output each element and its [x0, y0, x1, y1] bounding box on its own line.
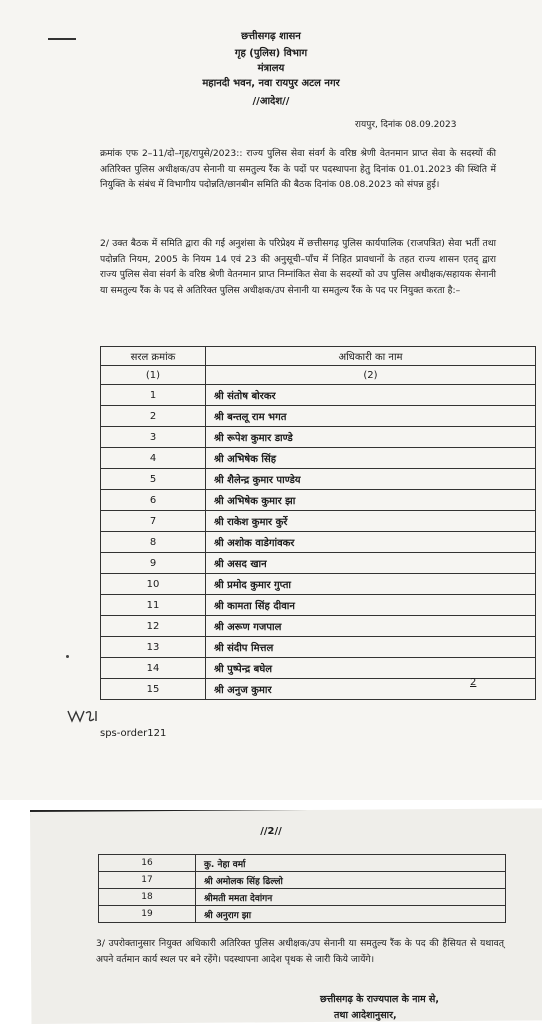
officer-name: श्रीमती ममता देवांगन: [196, 889, 506, 906]
officer-name: श्री कामता सिंह दीवान: [206, 595, 536, 616]
initials-signature: [66, 705, 100, 727]
serial-number: 6: [101, 490, 206, 511]
closing-governor: छत्तीसगढ़ के राज्यपाल के नाम से,: [320, 994, 439, 1005]
serial-number: 8: [101, 532, 206, 553]
header-officer-name: अधिकारी का नाम: [206, 347, 536, 366]
closing-order: तथा आदेशानुसार,: [334, 1010, 397, 1021]
table-row: [101, 385, 536, 406]
serial-number: 2: [101, 406, 206, 427]
serial-number: 17: [99, 872, 196, 889]
table-row: [101, 553, 536, 574]
table-row: [99, 872, 506, 889]
table-row: [99, 906, 506, 923]
reference-code: sps-order121: [100, 728, 167, 739]
serial-number: 16: [99, 855, 196, 872]
serial-number: 14: [101, 658, 206, 679]
officer-name: श्री अमोलक सिंह ढिल्लो: [196, 872, 506, 889]
subheader-officer-name: (2): [206, 366, 536, 385]
officer-name: श्री रूपेश कुमार डाण्डे: [206, 427, 536, 448]
header-ministry: मंत्रालय: [257, 63, 285, 74]
header-govt: छत्तीसगढ़ शासन: [241, 31, 301, 42]
header-order: //आदेश//: [252, 96, 290, 107]
table-row: [99, 855, 506, 872]
serial-number: 7: [101, 511, 206, 532]
header-department: गृह (पुलिस) विभाग: [234, 48, 308, 59]
officer-name: कु. नेहा वर्मा: [196, 855, 506, 872]
officer-name: श्री संतोष बोरकर: [206, 385, 536, 406]
subheader-serial: (1): [101, 366, 206, 385]
paragraph-1: क्रमांक एफ 2–11/दो–गृह/रापुसे/2023:: राज्य पुलिस सेवा संवर्ग के वरिष्ठ श्रेणी वेतनमान प्राप्त सेवा के सदस्यों की अतिरिक्त पुलिस अधीक्षक/उप सेनानी या समतुल्य रैंक के पदों पर पदस्थापना हेतु दिनांक 01.01.2023 की स्थिति में नियुक्ति के संबंध में विभागीय पदोन्नति/छानबीन समिति की बैठक दिनांक 08.08.2023 को संपन्न हुई।: [100, 148, 496, 190]
margin-mark: [66, 655, 69, 658]
paragraph-3: 3/ उपरोक्तानुसार नियुक्त अधिकारी अतिरिक्त पुलिस अधीक्षक/उप सेनानी या समतुल्य रैंक के पद की हैसियत से यथावत् अपने वर्तमान कार्य स्थल पर बने रहेंगे। पदस्थापना आदेश पृथक से जारी किये जायेंगे।: [96, 938, 504, 965]
serial-number: 5: [101, 469, 206, 490]
table-row: [101, 427, 536, 448]
officer-name: श्री असद खान: [206, 553, 536, 574]
header-serial: सरल क्रमांक: [101, 347, 206, 366]
table-row: [101, 511, 536, 532]
officer-name: श्री प्रमोद कुमार गुप्ता: [206, 574, 536, 595]
serial-number: 13: [101, 637, 206, 658]
officer-name: श्री पुष्पेन्द्र बघेल: [206, 658, 536, 679]
table-row: [101, 637, 536, 658]
officer-name: श्री अभिषेक कुमार झा: [206, 490, 536, 511]
continue-page-number: 2: [470, 677, 477, 688]
serial-number: 10: [101, 574, 206, 595]
officers-table: [100, 346, 536, 700]
officer-name: श्री बन्तलू राम भगत: [206, 406, 536, 427]
date-line: रायपुर, दिनांक 08.09.2023: [355, 120, 457, 130]
serial-number: 11: [101, 595, 206, 616]
table-row: [101, 490, 536, 511]
officer-name: श्री शैलेन्द्र कुमार पाण्डेय: [206, 469, 536, 490]
officer-name: श्री अरूण गजपाल: [206, 616, 536, 637]
table-row: [101, 448, 536, 469]
table-row: [101, 532, 536, 553]
serial-number: 18: [99, 889, 196, 906]
serial-number: 19: [99, 906, 196, 923]
table-row: [101, 469, 536, 490]
officer-name: श्री राकेश कुमार कुर्रे: [206, 511, 536, 532]
officer-name: श्री अभिषेक सिंह: [206, 448, 536, 469]
serial-number: 15: [101, 679, 206, 700]
officer-name: श्री संदीप मित्तल: [206, 637, 536, 658]
officer-name: श्री अनुज कुमार: [206, 679, 536, 700]
serial-number: 12: [101, 616, 206, 637]
table-row: [101, 406, 536, 427]
table-row: [99, 889, 506, 906]
header-address: महानदी भवन, नवा रायपुर अटल नगर: [202, 78, 340, 89]
serial-number: 4: [101, 448, 206, 469]
officer-name: श्री अनुराग झा: [196, 906, 506, 923]
serial-number: 3: [101, 427, 206, 448]
table-row: [101, 658, 536, 679]
serial-number: 9: [101, 553, 206, 574]
table-row: [101, 595, 536, 616]
paragraph-2: 2/ उक्त बैठक में समिति द्वारा की गई अनुशंसा के परिप्रेक्ष्य में छत्तीसगढ़ पुलिस कार्यपालिक (राजपत्रित) सेवा भर्ती तथा पदोन्नति नियम, 2005 के नियम 14 एवं 23 की अनुसूची–पाँच में निहित प्रावधानों के तहत राज्य शासन एतद् द्वारा राज्य पुलिस सेवा संवर्ग के वरिष्ठ श्रेणी वेतनमान प्राप्त निम्नांकित सेवा के सदस्यों को उप पुलिस अधीक्षक/सहायक सेनानी या समतुल्य रैंक के पद से अतिरिक्त पुलिस अधीक्षक/उप सेनानी या समतुल्य रैंक के पद पर नियुक्त करता है:–: [100, 238, 496, 296]
serial-number: 1: [101, 385, 206, 406]
officer-name: श्री अशोक वाडेगांवकर: [206, 532, 536, 553]
table-row: [101, 574, 536, 595]
page-two-header: //2//: [260, 826, 282, 837]
officers-table-continued: [98, 854, 506, 923]
table-row: [101, 616, 536, 637]
